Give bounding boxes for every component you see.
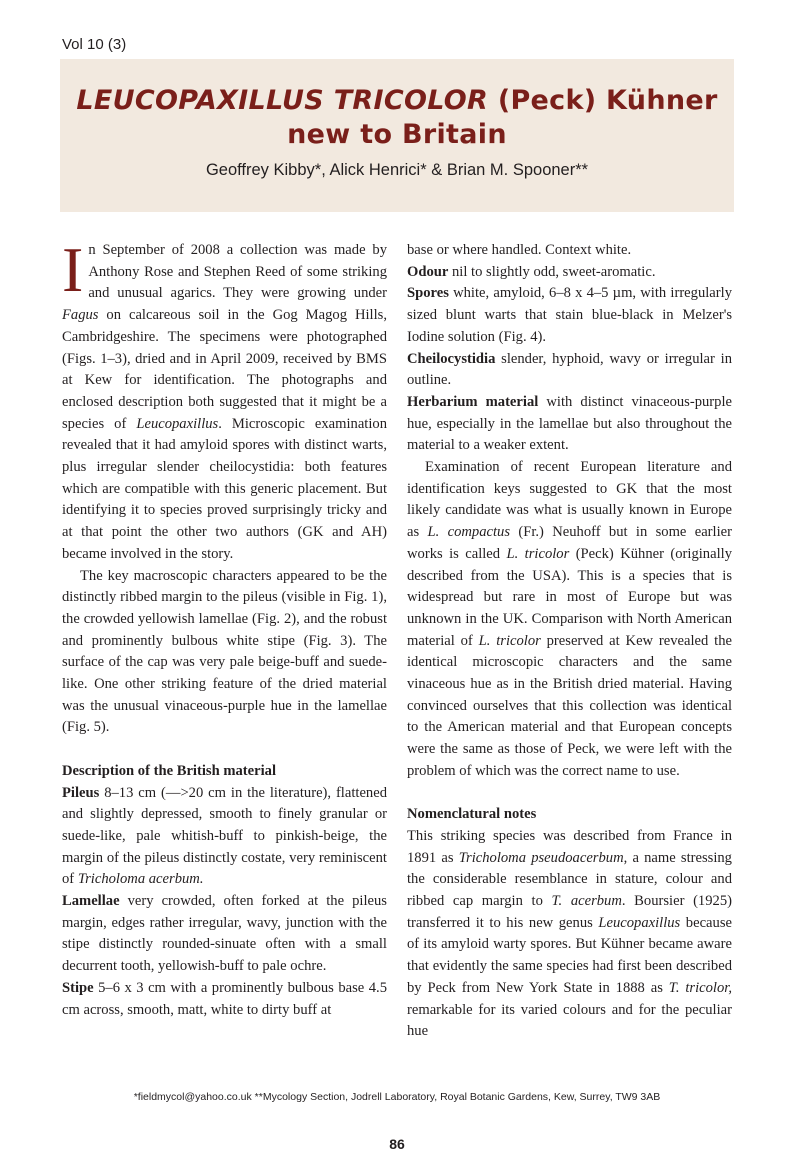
right-column — [407, 240, 732, 1043]
intro-paragraph: In September of 2008 a collection was made by Anthony Rose and Stephen Reed of some striking and unusual agarics. They were growing under Fagus on calcareous soil in the Gog Magog Hills, Cambridgeshire. The specimens were photographed (Figs. 1–3), dried and in April 2009, received by BMS at Kew for identification. The photographs and enclosed description both suggested that it might be a species of Leucopaxillus. Microscopic examination revealed that it had amyloid spores with distinct warts, plus irregular slender cheilocystidia: both features which are compatible with this generic placement. But identifying it to species proved surprisingly tricky and at that point the other two authors (GK and AH) became involved in the story. — [62, 234, 387, 562]
footnote: *fieldmycol@yahoo.co.uk **Mycology Section, Jodrell Laboratory, Royal Botanic Gardens, Kew, Surrey, TW9 3AB — [133, 1091, 661, 1103]
paragraph-examination: Examination of recent European literature and identification keys suggested to GK that the most likely candidate was what is usually known in Europe as L. compactus (Fr.) Neuhoff but in some earlier works is called L. tricolor (Peck) Kühner (originally described from the USA). This is a species that is widespread but rare in most of Europe but was unknown in the UK. Comparison with North American material of L. tricolor preserved at Kew revealed the identical microscopic characters and the same vinaceous hue as in the British dried material. Having convinced ourselves that this collection was identical to the American material and that European concepts were the same as those of Peck, we were left with the problem of which was the correct name to use. — [407, 459, 732, 779]
cheilocystidia-description: Cheilocystidia slender, hyphoid, wavy or irregular in outline. — [407, 350, 732, 389]
herbarium-description: Herbarium material with distinct vinaceous-purple hue, especially in the lamellae but also throughout the material to a weaker extent. — [407, 393, 732, 454]
section-heading-description: Description of the British material — [62, 762, 277, 779]
odour-description: Odour nil to slightly odd, sweet-aromatic. — [407, 263, 656, 280]
paragraph-macroscopic: The key macroscopic characters appeared to be the distinctly ribbed margin to the pileus (visible in Fig. 1), the crowded yellowish lamellae (Fig. 2), and the robust and prominently bulbous white stipe (Fig. 3). The surface of the cap was very pale beige-buff and suede-like. One other striking feature of the dried material was the unusual vinaceous-purple hue in the lamellae (Fig. 5). — [62, 567, 387, 736]
drop-cap: I — [62, 234, 84, 305]
lamellae-description: Lamellae very crowded, often forked at the pileus margin, edges rather irregular, wavy, junction with the stipe distinctly rounded-sinuate often with a small decurrent tooth, yellowish-buff to pale ochre. — [62, 893, 387, 975]
title-line2: new to Britain — [287, 119, 507, 150]
page-number: 86 — [389, 1136, 405, 1152]
article-title — [60, 84, 734, 152]
stipe-description: Stipe 5–6 x 3 cm with a prominently bulbous base 4.5 cm across, smooth, matt, white to dirty buff at — [62, 979, 387, 1018]
pileus-description: Pileus 8–13 cm (—>20 cm in the literature), flattened and slightly depressed, smooth to finely granular or suede-like, pale whitish-buff to pinkish-beige, the margin of the pileus distinctly costate, very reminiscent of Tricholoma acerbum. — [62, 784, 387, 888]
spores-description: Spores white, amyloid, 6–8 x 4–5 µm, with irregularly sized blunt warts that stain blue-black in Melzer's Iodine solution (Fig. 4). — [407, 285, 732, 345]
title-authority: (Peck) Kühner — [497, 85, 718, 116]
section-heading-nomenclature: Nomenclatural notes — [407, 806, 537, 823]
left-column — [62, 234, 387, 1021]
title-species: LEUCOPAXILLUS TRICOLOR — [76, 85, 489, 116]
volume-label: Vol 10 (3) — [62, 36, 127, 53]
stipe-continued: base or where handled. Context white. — [407, 242, 632, 258]
author-list: Geoffrey Kibby*, Alick Henrici* & Brian M. Spooner** — [205, 161, 589, 179]
title-box — [60, 59, 734, 212]
paragraph-nomenclature: This striking species was described from France in 1891 as Tricholoma pseudoacerbum, a name stressing the considerable resemblance in stature, colour and ribbed cap margin to T. acerbum. Boursier (1925) transferred it to his new genus Leucopaxillus because of its amyloid warty spores. But Kühner became aware that evidently the same species had first been described by Peck from New York State in 1888 as T. tricolor, remarkable for its varied colours and for the peculiar hue — [407, 827, 732, 1040]
